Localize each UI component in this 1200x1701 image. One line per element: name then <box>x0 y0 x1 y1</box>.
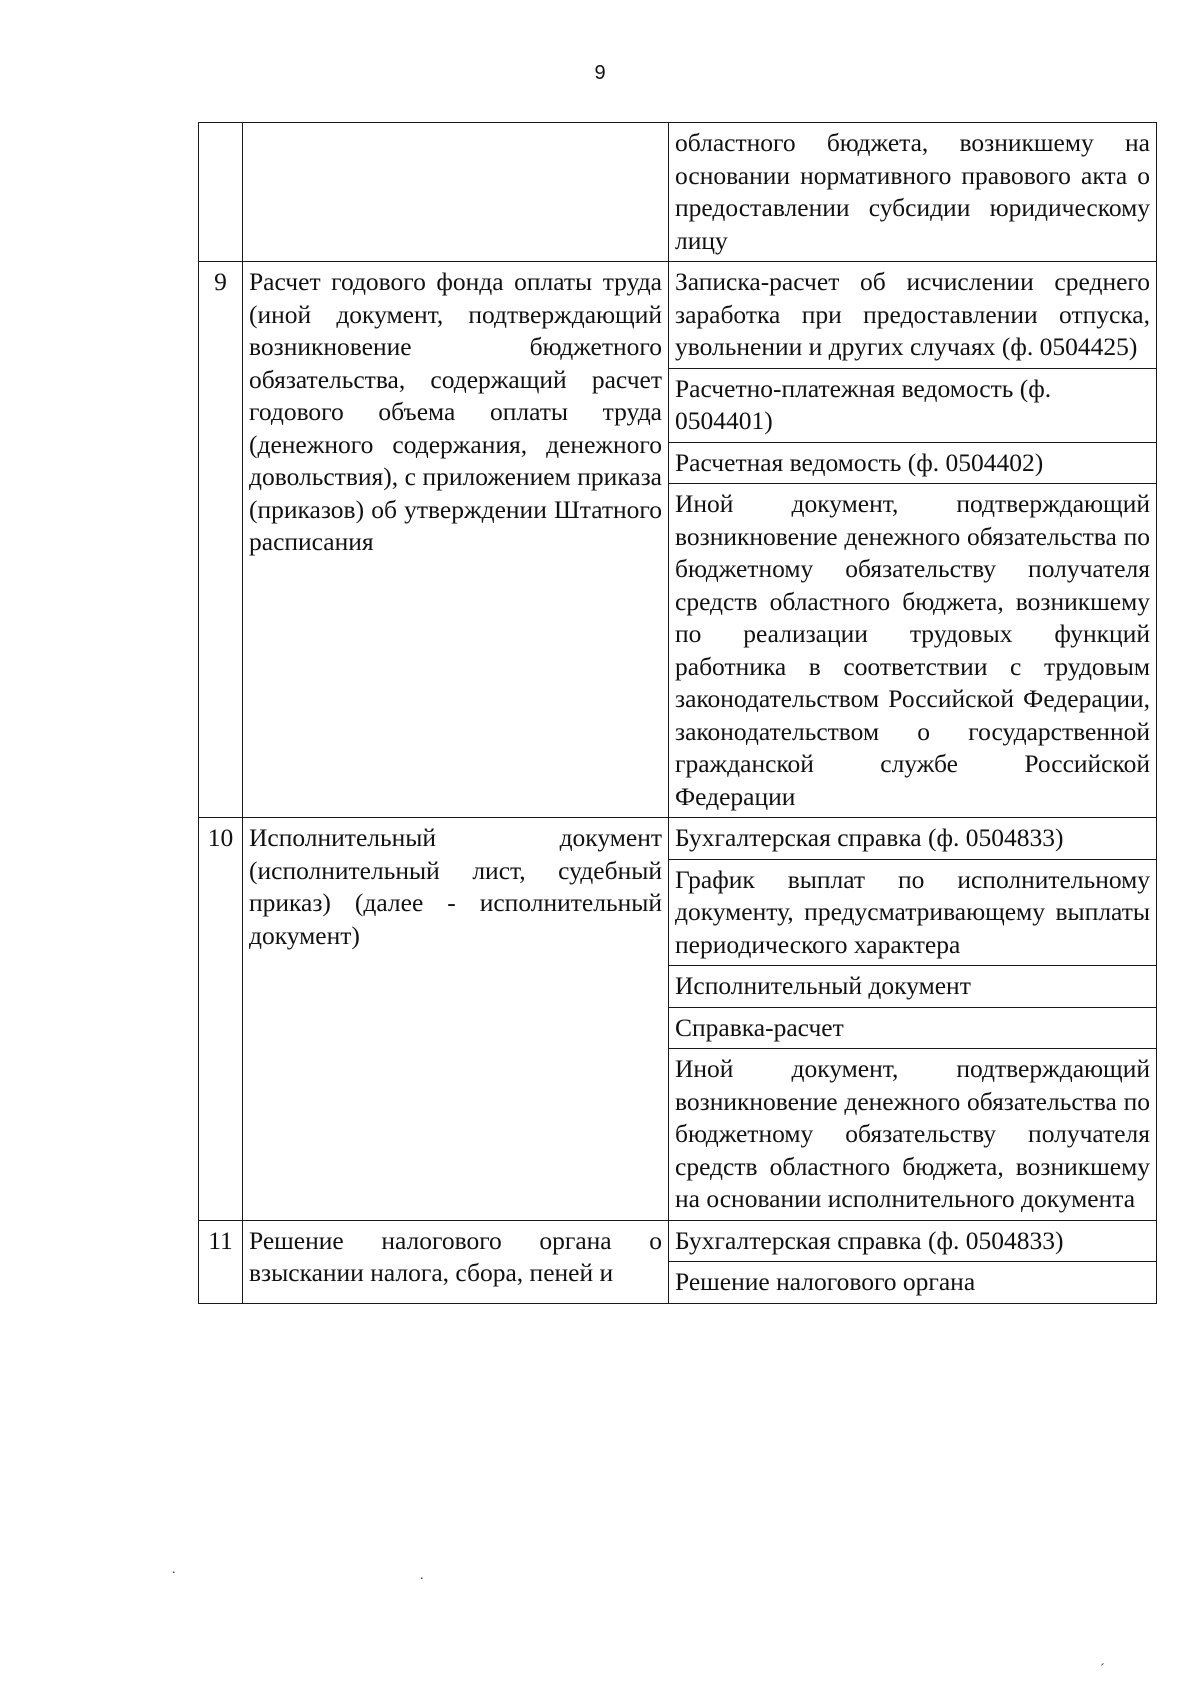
table-row <box>199 123 1157 262</box>
row-document: Бухгалтерская справка (ф. 0504833) <box>669 1220 1157 1262</box>
scan-speck: . <box>172 1562 176 1577</box>
row-document: Бухгалтерская справка (ф. 0504833) <box>669 818 1157 860</box>
row-number: 10 <box>199 818 243 1221</box>
row-number <box>199 123 243 262</box>
row-document: Расчетно-платежная ведомость (ф. 0504401) <box>669 368 1157 442</box>
scan-speck: ˊ <box>1100 1662 1105 1677</box>
row-document: Записка-расчет об исчислении среднего заработка при предоставлении отпуска, увольнении и других случаях (ф. 0504425) <box>669 262 1157 369</box>
row-document: Расчетная ведомость (ф. 0504402) <box>669 442 1157 484</box>
scan-speck: . <box>420 1568 424 1583</box>
row-document: Иной документ, подтверждающий возникновение денежного обязательства по бюджетному обязательству получателя средств областного бюджета, возникшему по реализации трудовых функций работника в соответствии с трудовым законодательством Российской Федерации, законодательством о государственной гражданской службе Российской Федерации <box>669 484 1157 818</box>
row-basis: Расчет годового фонда оплаты труда (иной документ, подтверждающий возникновение бюджетного обязательства, содержащий расчет годового объема оплаты труда (денежного содержания, денежного довольствия), с приложением приказа (приказов) об утверждении Штатного расписания <box>243 262 669 818</box>
row-document: областного бюджета, возникшему на основании нормативного правового акта о предоставлении субсидии юридическому лицу <box>669 123 1157 262</box>
row-document: Исполнительный документ <box>669 966 1157 1008</box>
row-basis: Решение налогового органа о взыскании налога, сбора, пеней и <box>243 1220 669 1303</box>
table-row <box>199 1220 1157 1262</box>
documents-table <box>198 122 1157 1304</box>
page-number: 9 <box>594 62 606 84</box>
table-row <box>199 818 1157 860</box>
row-document: Иной документ, подтверждающий возникновение денежного обязательства по бюджетному обязательству получателя средств областного бюджета, возникшему на основании исполнительного документа <box>669 1049 1157 1221</box>
row-number: 11 <box>199 1220 243 1303</box>
row-number: 9 <box>199 262 243 818</box>
row-document: Решение налогового органа <box>669 1262 1157 1304</box>
row-document: Справка-расчет <box>669 1007 1157 1049</box>
row-basis: Исполнительный документ (исполнительный лист, судебный приказ) (далее - исполнительный документ) <box>243 818 669 1221</box>
row-basis <box>243 123 669 262</box>
row-document: График выплат по исполнительному документу, предусматривающему выплаты периодического характера <box>669 859 1157 966</box>
table-row <box>199 262 1157 369</box>
